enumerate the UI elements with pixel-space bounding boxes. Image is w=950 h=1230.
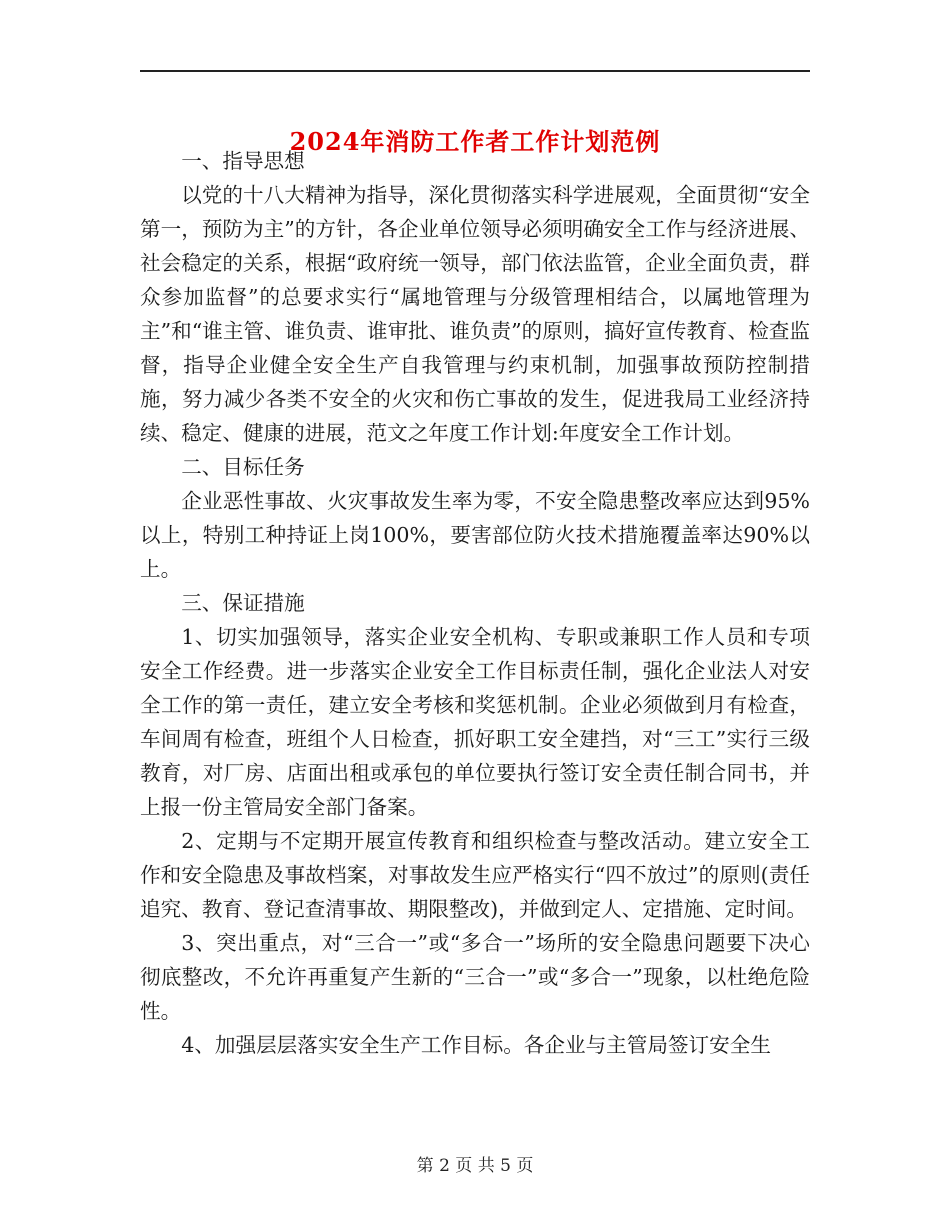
page-number-footer: 第 2 页 共 5 页 (416, 1156, 534, 1176)
header-rule (140, 70, 810, 72)
paragraph-measure-4: 4、加强层层落实安全生产工作目标。各企业与主管局签订安全生 (181, 1033, 771, 1057)
paragraph-guiding-ideology: 以党的十八大精神为指导，深化贯彻落实科学进展观，全面贯彻“安全第一，预防为主”的方针，各企业单位领导必须明确安全工作与经济进展、社会稳定的关系，根据“政府统一领导，部门依法监管，企业全面负责，群众参加监督”的总要求实行“属地管理与分级管理相结合，以属地管理为主”和“谁主管、谁负责、谁审批、谁负责”的原则，搞好宣传教育、检查监督，指导企业健全安全生产自我管理与约束机制，加强事故预防控制措施，努力减少各类不安全的火灾和伤亡事故的发生，促进我局工业经济持续、稳定、健康的进展，范文之年度工作计划:年度安全工作计划。 (140, 183, 810, 445)
document-title: 2024年消防工作者工作计划范例 (289, 127, 661, 157)
paragraph-measure-1: 1、切实加强领导，落实企业安全机构、专职或兼职工作人员和专项安全工作经费。进一步落实企业安全工作目标责任制，强化企业法人对安全工作的第一责任，建立安全考核和奖惩机制。企业必须做到月有检查，车间周有检查，班组个人日检查，抓好职工安全建挡，对“三工”实行三级教育，对厂房、店面出租或承包的单位要执行签订安全责任制合同书，并上报一份主管局安全部门备案。 (140, 625, 810, 819)
heading-guiding-ideology: 一、指导思想 (181, 149, 305, 173)
paragraph-measure-3: 3、突出重点，对“三合一”或“多合一”场所的安全隐患问题要下决心彻底整改，不允许再重复产生新的“三合一”或“多合一”现象，以杜绝危险性。 (140, 931, 810, 1023)
heading-goals: 二、目标任务 (181, 455, 305, 479)
paragraph-measure-2: 2、定期与不定期开展宣传教育和组织检查与整改活动。建立安全工作和安全隐患及事故档案，对事故发生应严格实行“四不放过”的原则(责任追究、教育、登记查清事故、期限整改)，并做到定人、定措施、定时间。 (140, 829, 810, 921)
paragraph-goals: 企业恶性事故、火灾事故发生率为零，不安全隐患整改率应达到95%以上，特别工种持证上岗100%，要害部位防火技术措施覆盖率达90%以上。 (140, 489, 810, 581)
document-body (140, 144, 810, 1062)
heading-measures: 三、保证措施 (181, 591, 305, 615)
